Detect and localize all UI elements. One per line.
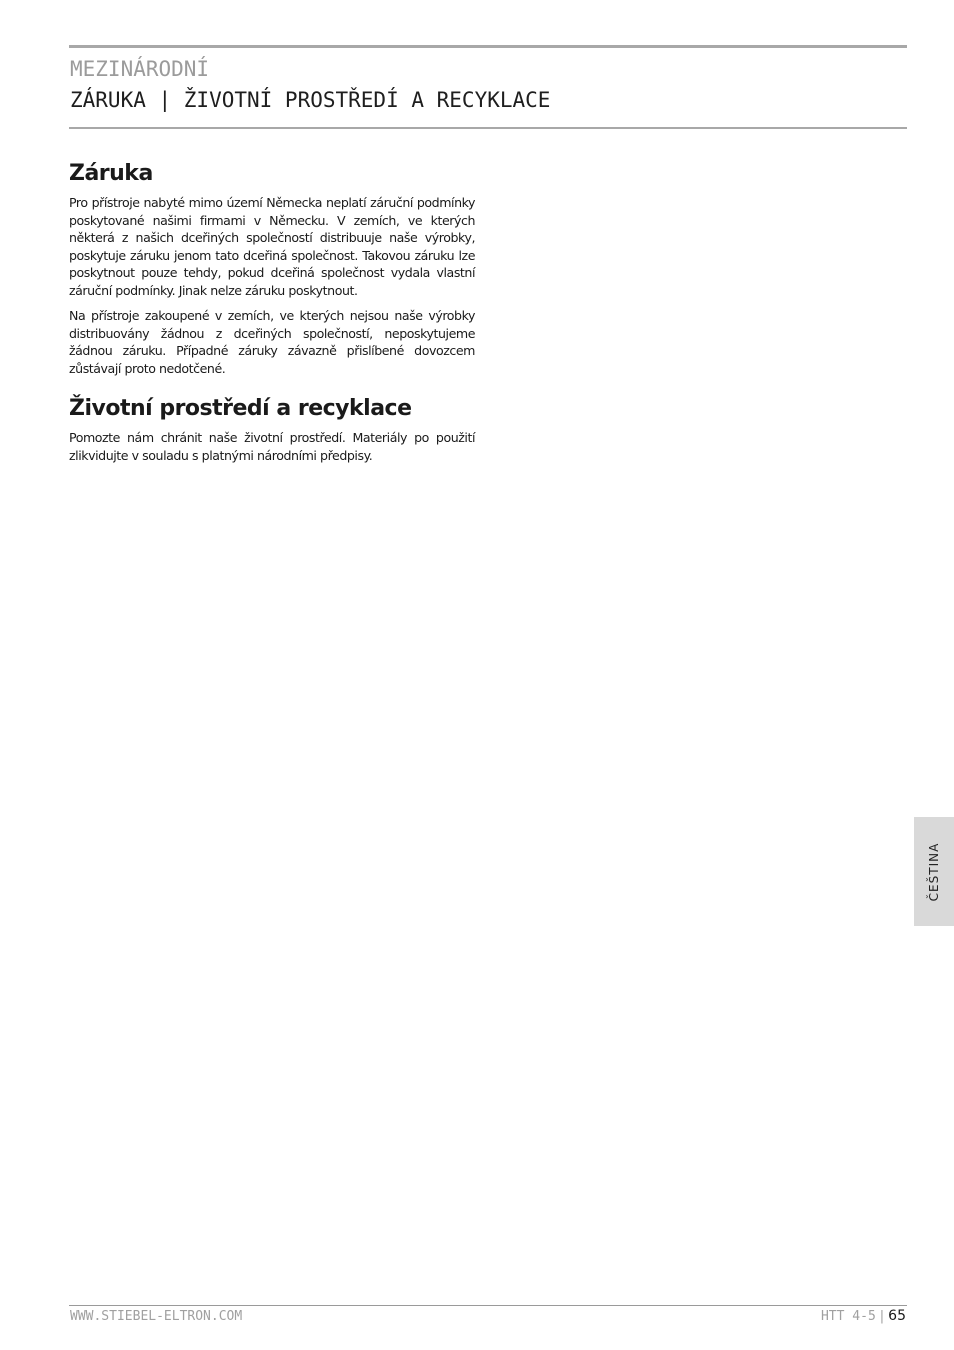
footer-website-url: WWW.STIEBEL-ELTRON.COM [70,1309,243,1324]
warranty-paragraph-2: Na přístroje zakoupené v zemích, ve kterých nejsou naše výrobky distribuovány žádnou z dceřiných společností, neposkytujeme žádnou záruku. Případné záruky závazně přislíbené dovozcem zůstávají proto nedotčené. [69,308,475,376]
footer-page-number: 65 [888,1308,906,1324]
main-content [69,160,475,472]
section-heading-warranty: Záruka [69,161,153,186]
section-warranty [69,160,475,377]
warranty-paragraph-1: Pro přístroje nabyté mimo území Německa neplatí záruční podmínky poskytované našimi firmami v Německu. V zemích, ve kterých některá z našich dceřiných společností distribuuje naše výrobky, poskytuje záruku jenom tato dceřiná společnost. Takovou záruku lze poskytnout pouze tehdy, pokud dceřiná společnost vydala vlastní záruční podmínky. Jinak nelze záruku poskytnout. [69,195,475,298]
section-heading-environment: Životní prostředí a recyklace [69,396,412,421]
language-side-tab [914,817,954,926]
footer-model-name: HTT 4-5 [820,1309,876,1324]
section-environment [69,395,475,464]
page-title: ZÁRUKA | ŽIVOTNÍ PROSTŘEDÍ A RECYKLACE [70,88,551,112]
environment-paragraph-1: Pomozte nám chránit naše životní prostředí. Materiály po použití zlikvidujte v souladu s platnými národními předpisy. [69,430,475,463]
footer-rule [69,1305,907,1306]
language-side-tab-label: ČEŠTINA [927,842,941,901]
header-bottom-rule [69,127,907,129]
footer-page-info [821,1308,906,1324]
header-top-rule [69,45,907,48]
header-kicker: MEZINÁRODNÍ [70,57,210,81]
footer-separator: | [879,1309,885,1324]
